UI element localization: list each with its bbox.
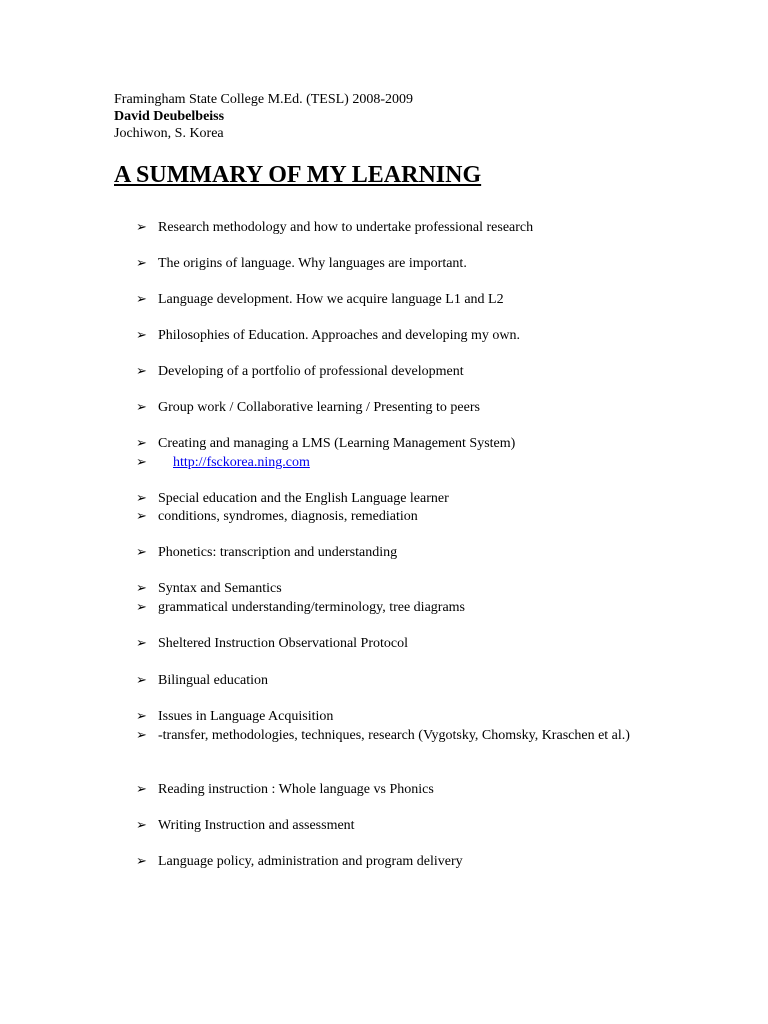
- list-item-text: Developing of a portfolio of professional development: [158, 364, 464, 379]
- list-item: [136, 708, 676, 726]
- list-item: [136, 490, 676, 508]
- list-item: [136, 672, 676, 690]
- list-item: [136, 363, 676, 381]
- list-item: [136, 544, 676, 562]
- list-item-text: Bilingual education: [158, 673, 269, 688]
- list-item-text: Language development. How we acquire language L1 and L2: [158, 292, 504, 307]
- list-item: [136, 399, 676, 417]
- arrow-bullet-icon: ➢: [136, 673, 147, 688]
- arrow-bullet-icon: ➢: [136, 220, 147, 235]
- arrow-bullet-icon: ➢: [136, 581, 147, 596]
- list-item: [136, 580, 676, 598]
- list-item: [136, 727, 676, 745]
- author-location: Jochiwon, S. Korea: [114, 126, 224, 141]
- list-item-text: Philosophies of Education. Approaches and developing my own.: [158, 328, 520, 343]
- list-item: [136, 853, 676, 871]
- list-item-text: Research methodology and how to undertake professional research: [158, 220, 534, 235]
- page-title: A SUMMARY OF MY LEARNING: [114, 162, 482, 188]
- list-item: [136, 635, 676, 653]
- arrow-bullet-icon: ➢: [136, 854, 147, 869]
- list-item: [136, 255, 676, 273]
- arrow-bullet-icon: ➢: [136, 818, 147, 833]
- list-item: [136, 817, 676, 835]
- list-item-text: Language policy, administration and program delivery: [158, 854, 463, 869]
- list-item-text: Writing Instruction and assessment: [158, 818, 355, 833]
- list-item: [136, 219, 676, 237]
- arrow-bullet-icon: ➢: [136, 256, 147, 271]
- list-item: [136, 454, 676, 472]
- list-item-text: Reading instruction : Whole language vs Phonics: [158, 782, 434, 797]
- arrow-bullet-icon: ➢: [136, 728, 147, 743]
- list-item: [136, 291, 676, 309]
- arrow-bullet-icon: ➢: [136, 436, 147, 451]
- arrow-bullet-icon: ➢: [136, 491, 147, 506]
- list-item: [136, 327, 676, 345]
- list-item-text: Phonetics: transcription and understanding: [158, 545, 398, 560]
- list-item: [136, 781, 676, 799]
- arrow-bullet-icon: ➢: [136, 400, 147, 415]
- list-item-text: conditions, syndromes, diagnosis, remediation: [158, 509, 418, 524]
- list-item: [136, 508, 676, 526]
- arrow-bullet-icon: ➢: [136, 455, 147, 470]
- lms-website-link[interactable]: http://fsckorea.ning.com: [173, 455, 310, 470]
- list-item-text: Group work / Collaborative learning / Presenting to peers: [158, 400, 480, 415]
- arrow-bullet-icon: ➢: [136, 292, 147, 307]
- list-item: [136, 599, 676, 617]
- list-item-text: grammatical understanding/terminology, tree diagrams: [158, 600, 465, 615]
- list-item: [136, 435, 676, 453]
- arrow-bullet-icon: ➢: [136, 709, 147, 724]
- list-item-text: -transfer, methodologies, techniques, research (Vygotsky, Chomsky, Kraschen et al.): [158, 728, 630, 743]
- list-item-text: Issues in Language Acquisition: [158, 709, 334, 724]
- program-line: Framingham State College M.Ed. (TESL) 2008-2009: [114, 92, 414, 107]
- list-item-text: Special education and the English Language learner: [158, 491, 449, 506]
- list-item-text: Creating and managing a LMS (Learning Management System): [158, 436, 516, 451]
- arrow-bullet-icon: ➢: [136, 782, 147, 797]
- list-item-text: Sheltered Instruction Observational Protocol: [158, 636, 408, 651]
- arrow-bullet-icon: ➢: [136, 328, 147, 343]
- author-name: David Deubelbeiss: [114, 109, 225, 124]
- arrow-bullet-icon: ➢: [136, 545, 147, 560]
- list-item-text: Syntax and Semantics: [158, 581, 282, 596]
- arrow-bullet-icon: ➢: [136, 636, 147, 651]
- arrow-bullet-icon: ➢: [136, 509, 147, 524]
- arrow-bullet-icon: ➢: [136, 364, 147, 379]
- list-item-text: The origins of language. Why languages are important.: [158, 256, 467, 271]
- arrow-bullet-icon: ➢: [136, 600, 147, 615]
